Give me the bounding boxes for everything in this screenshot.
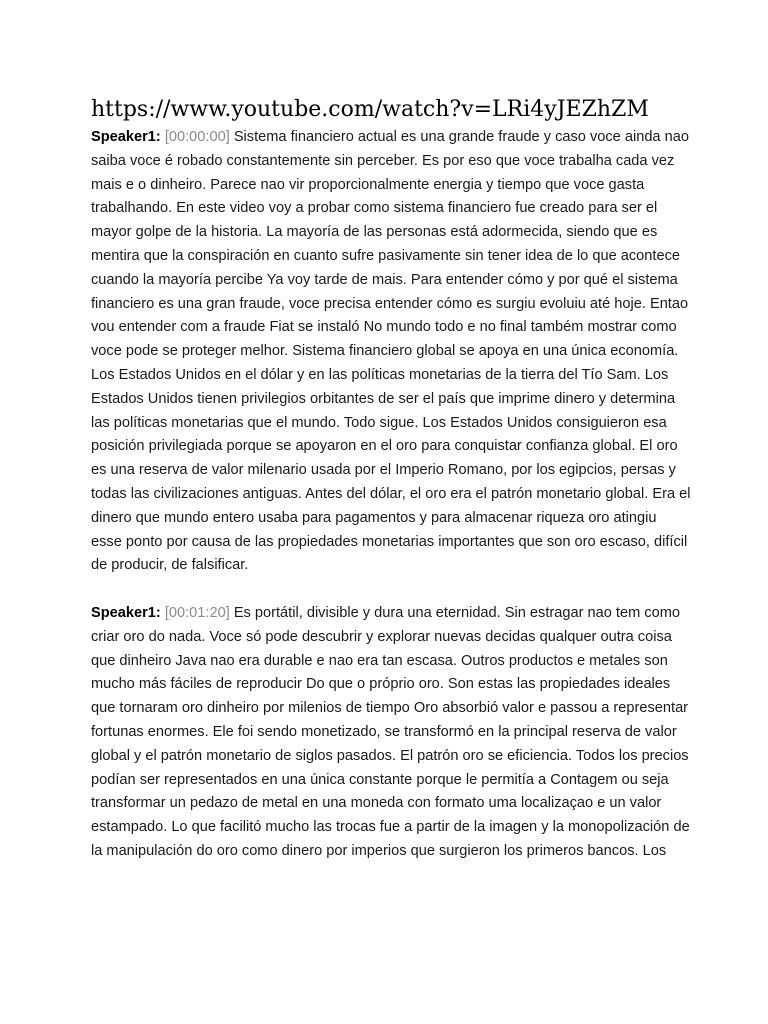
transcript-segment-2 <box>91 602 691 864</box>
segment-text: Sistema financiero actual es una grande fraude y caso voce ainda nao saiba voce é robado constantemente sin perceber. Es por eso que voce trabalha cada vez mais e o dinheiro. Parece nao vir proporcionalmente energia y tiempo que voce gasta trabalhando. En este video voy a probar como sistema financiero fue creado para ser el mayor golpe de la historia. La mayoría de las personas está adormecida, siendo que es mentira que la conspiración en cuanto sufre pasivamente sin tener idea de lo que acontece cuando la mayoría percibe Ya voy tarde de mais. Para entender cómo y por qué el sistema financiero es una gran fraude, voce precisa entender cómo es surgiu evoluiu até hoje. Entao vou entender com a fraude Fiat se instaló No mundo todo e no final também mostrar como voce pode se proteger melhor. Sistema financiero global se apoya en una única economía. Los Estados Unidos en el dólar y en las políticas monetarias de la tierra del Tío Sam. Los Estados Unidos tienen privilegios orbitantes de ser el país que imprime dinero y determina las políticas monetarias que el mundo. Todo sigue. Los Estados Unidos consiguieron esa posición privilegiada porque se apoyaron en el oro para conquistar confianza global. El oro es una reserva de valor milenario usada por el Imperio Romano, por los egipcios, persas y todas las civilizaciones antiguas. Antes del dólar, el oro era el patrón monetario global. Era el dinero que mundo entero usaba para pagamentos y para almacenar riqueza oro atingiu esse ponto por causa de las propiedades monetarias importantes que son oro escaso, difícil de producir, de falsificar. <box>91 129 691 574</box>
transcript-segment-1 <box>91 126 691 578</box>
timestamp[interactable]: [00:01:20] <box>164 604 230 621</box>
speaker-label: Speaker1: <box>91 129 161 145</box>
speaker-label: Speaker1: <box>91 604 161 621</box>
video-url[interactable]: https://www.youtube.com/watch?v=LRi4yJEZhZM <box>91 97 649 122</box>
timestamp[interactable]: [00:00:00] <box>164 129 230 145</box>
segment-text: Es portátil, divisible y dura una eternidad. Sin estragar nao tem como criar oro do nada. Voce só pode descubrir y explorar nuevas decidas qualquer outra coisa que dinheiro Java nao era durable e nao era tan escasa. Outros productos e metales son mucho más fáciles de reproducir Do que o próprio oro. Son estas las propiedades ideales que tornaram oro dinheiro por milenios de tiempo Oro absorbió valor e passou a representar fortunas enormes. Ele foi sendo monetizado, se transformó en la principal reserva de valor global y el patrón monetario de siglos pasados. El patrón oro se eficiencia. Todos los precios podían ser representados en una única constante porque le permitía a Contagem ou seja transformar un pedazo de metal en una moneda con formato uma localizaçao e un valor estampado. Lo que facilitó mucho las trocas fue a partir de la imagen y la monopolización de la manipulación do oro como dinero por imperios que surgieron los primeros bancos. Los <box>91 604 690 859</box>
transcript-page <box>91 95 691 864</box>
